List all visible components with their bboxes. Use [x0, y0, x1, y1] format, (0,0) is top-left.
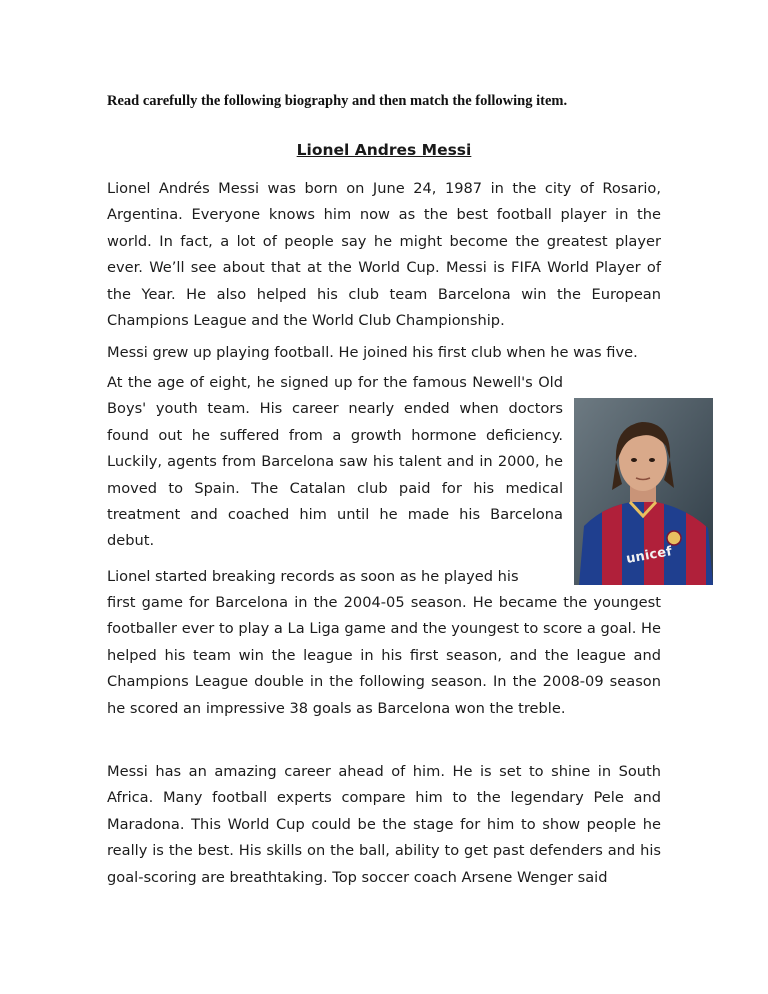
paragraph-birth: Lionel Andrés Messi was born on June 24, 1987 in the city of Rosario, Argentina. Everyone knows him now as the best football player in the world. In fact, a lot of people say he might become the greatest player ever. We’ll see about that at the World Cup. Messi is FIFA World Player of the Year. He also helped his club team Barcelona win the European Champions League and the World Club Championship.	[107, 180, 661, 330]
paragraph-records-first-line: Lionel started breaking records as soon as he played his	[107, 568, 519, 585]
paragraph-youth-first-line: Messi grew up playing football. He joined his first club when he was five.	[107, 344, 638, 361]
shirt-sponsor-text: unicef	[625, 544, 674, 567]
biography-title: Lionel Andres Messi	[296, 141, 472, 159]
paragraph-records: first game for Barcelona in the 2004-05 season. He became the youngest footballer ever to play a La Liga game and the youngest to score a goal. He helped his team win the league in his first season, and the league and Champions League double in the following season. In the 2008-09 season he scored an impressive 38 goals as Barcelona won the treble.	[107, 594, 661, 717]
paragraph-youth: At the age of eight, he signed up for the famous Newell's Old Boys' youth team. His career nearly ended when doctors found out he suffered from a growth hormone deficiency. Luckily, agents from Barcelona saw his talent and in 2000, he moved to Spain. The Catalan club paid for his medical treatment and coached him until he made his Barcelona debut.	[107, 374, 563, 550]
paragraph-career: Messi has an amazing career ahead of him. He is set to shine in South Africa. Many football experts compare him to the legendary Pele and Maradona. This World Cup could be the stage for him to show people he really is the best. His skills on the ball, ability to get past defenders and his goal-scoring are breathtaking. Top soccer coach Arsene Wenger said	[107, 763, 661, 886]
instruction-text: Read carefully the following biography and then match the following item.	[107, 93, 568, 109]
